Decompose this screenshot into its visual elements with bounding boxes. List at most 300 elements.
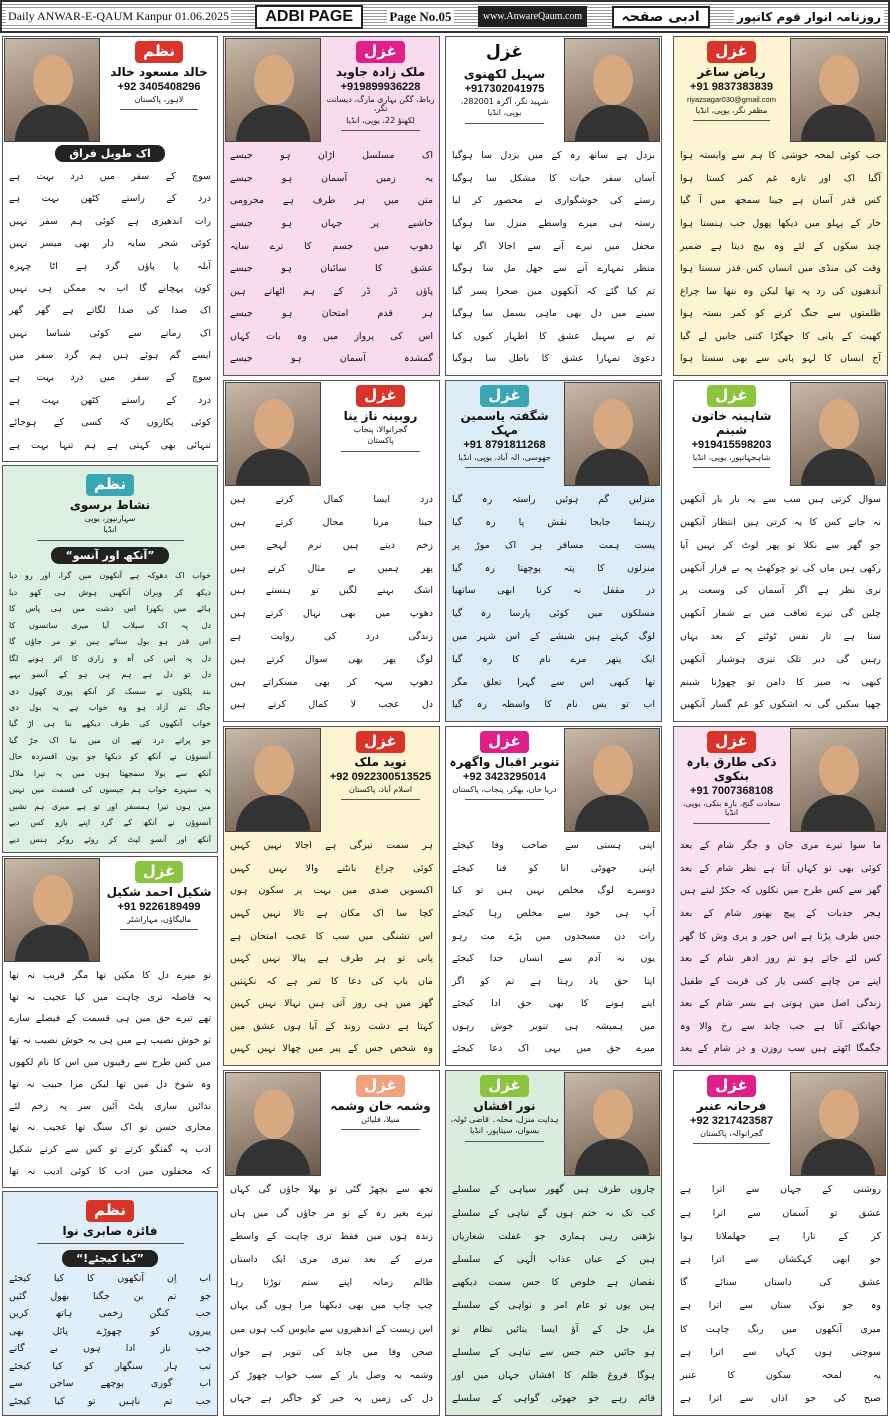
poet-header [224,1071,439,1177]
poem-line: نقصان ہے خلوص کا جس سمت دیکھیے [452,1277,655,1289]
poem-line: لوگ کہتے ہیں شیشے کے اس شہر میں [452,631,655,642]
poet-phone: +919415598203 [691,438,772,451]
poet-location: بسواں، سیتاپور، انڈیا [469,1126,540,1136]
photo-head-shape [593,55,633,105]
poem-line: وشمہ یہ وصل یار کے سب خواب چھوڑ کر [230,1369,433,1381]
poem-type-badge: غزل [356,1075,405,1097]
poet-phone: +92 3423295014 [463,770,546,783]
poem-line: پانی تو ہر طرف ہے پیالا نہیں کہیں [230,953,433,965]
poem-line: میں ہوں تیرا ہمسفر اور تو ہے میری ہم نشیں [9,801,211,811]
poem-line: ندائیں ساری پلٹ آئیں سر پہ زخم لئے [9,1100,211,1112]
poem-body [674,487,887,721]
poet-name: وشمہ خان وشمہ [330,1098,431,1113]
poem-body [3,1269,217,1416]
poem-line: کہ محفلوں میں ادب کا کوئی ادیب نہ تھا [9,1165,211,1177]
poem-line: آپ ہی خود سے مخلص رہا کیجئے [452,907,655,919]
poem-line: دوسرے لوگ مخلص نہیں ہیں تو کیا [452,885,655,897]
photo-torso-shape [236,105,310,141]
poet-phone: +92 0922300513525 [329,770,432,783]
poem-line: اشک بہنے لگیں تو ہنستے ہیں [230,585,433,597]
photo-torso-shape [15,925,89,961]
photo-head-shape [819,1089,859,1139]
poem-line: ہر سمت تیرگی ہے اجالا نہیں کہیں [230,840,433,852]
poet-location: ہدایت منزل، محلہ۔ قاضی ٹولہ، [450,1114,559,1124]
poem-body [224,833,439,1065]
poet-info [322,37,439,143]
poet-location: گجرانوالا، پنجاب [353,424,408,434]
poem-line: کون پہچانے گا اب یہ ممکن ہی نہیں [9,282,211,294]
divider [120,109,198,110]
poem-line: چلیں گی تیرے تعاقب میں بے شمار آنکھیں [680,608,881,620]
poem-line: دل تو دل ہے ہم ہی ہو کے آنسو بہے [9,670,211,680]
poet-location: مظفر نگر، یوپی، انڈیا [695,105,768,115]
photo-head-shape [33,875,73,925]
poem-line: قائم رہے جو جھوٹی گواہی کے سلسلے [452,1393,655,1405]
photo-head-shape [819,399,859,449]
poem-line: جب کنگن زخمی ہاتھ کریں [9,1308,211,1320]
section-title-urdu: ادبی صفحہ [612,6,710,28]
poem-line: ظالم زمانہ اپنے ستم توڑتا رہا [230,1277,433,1289]
poem-box-shakeel [2,856,218,1188]
poem-line: روشنی کے جہاں سے اترا ہے [680,1184,881,1196]
poet-name: خالد مسعود خالد [110,64,208,79]
masthead [0,0,890,33]
divider [465,467,544,468]
poet-name: فرحانہ عنبر [696,1098,767,1113]
poem-line: وہ شوخ دل میں تھا لیکن مرا حبیب نہ تھا [9,1078,211,1090]
photo-torso-shape [236,795,310,831]
poet-info [674,1071,789,1177]
poem-line: آگیا اک اور تازہ غم کمر کستا ہوا [680,172,881,184]
poem-line: کھیت کے پانی کا جھگڑا کتنی جانیں لے گیا [680,330,881,342]
poem-type-badge: نظم [86,474,134,496]
poet-location: مالیگاؤں، مہاراشٹر [126,914,192,924]
poet-info [322,1071,439,1177]
poem-line: وہ شخص جس کے پیر میں چھالا نہیں کہیں [230,1043,433,1055]
poet-name: شگفتہ یاسمین مہک [460,408,549,437]
poem-box-rubina [223,380,440,722]
poem-line: بزدل ہے ساتھ رہ کے میں بزدل سا ہوگیا [452,150,655,162]
poem-line: تھے تیرے حق میں ہی قسمت کے فیصلے سارے [9,1013,211,1025]
poem-line: رکھی ہیں ماں کی تو چوکھٹ پہ بے قرار آنکھیں [680,562,881,574]
poem-line: آنکھ سے بولا سمجھتا ہوں میں یہ تیرا ملال [9,768,211,778]
poem-line: اس کی پرواز میں وہ بات کہاں [230,330,433,342]
photo-head-shape [33,55,73,105]
poem-line: دل پہ اک سیلاب آیا میری سانسوں کا [9,620,211,630]
poem-line: میرے حق میں یہی اک دعا کیجئے [452,1043,655,1055]
poet-phone: +91 8791811268 [463,438,546,451]
poet-info [446,37,563,143]
poem-type-badge: غزل [356,41,405,63]
divider [341,130,420,131]
photo-torso-shape [236,1139,310,1175]
poem-line: جو ابھی کہکشاں سے اترا ہے [680,1253,881,1265]
poem-line: ہوگا فروغ ظلم کا افشاں جہاں میں اور [452,1369,655,1381]
photo-head-shape [254,745,294,795]
poem-line: ہائے میں بکھرا اس دشت میں ہی پاس کا [9,604,211,614]
poet-name: ذکی طارق بارہ بنکوی [686,754,777,783]
poem-line: اب گوری پوچھے ساجن سے [9,1378,211,1390]
photo-torso-shape [15,105,89,141]
divider [37,1243,184,1244]
poem-line: یہ لمحہ سکون کا عنبر [680,1369,881,1381]
poet-location: اسلام آباد، پاکستان [348,784,413,794]
poem-body [674,143,887,375]
poem-line: اس تشنگی میں سب کا عجب امتحان ہے [230,930,433,942]
poet-photo [564,1072,660,1176]
poem-line: اپنی ہستی سے صاحب وفا کیجئے [452,840,655,852]
poem-box-shahina [673,380,888,722]
poem-line: یہ زمیں آسمان ہو جیسے [230,172,433,184]
poet-location: یوپی، انڈیا [487,108,522,118]
poem-line: صبح کی جو اذاں سے اترا ہے [680,1393,881,1405]
photo-torso-shape [575,795,649,831]
divider [37,540,184,541]
poem-line: عشق تو آسماں سے اترا ہے [680,1207,881,1219]
poem-line: ہو جائیں ختم جس سے تباہی کے سلسلے [452,1346,655,1358]
poem-line: اس زیست کے اندھیروں سے مایوس کب ہوں میں [230,1323,433,1335]
poet-location: دریا خاں، بھکر، پنجاب، پاکستان [452,784,557,794]
poet-photo [790,1072,886,1176]
poet-info [446,1071,563,1177]
poem-line: سینے میں دل بھی ماہی بسمل سا ہوگیا [452,308,655,320]
photo-head-shape [593,745,633,795]
poet-location: شاہجہانپور، یوپی، انڈیا [692,452,771,462]
newspaper-name: روزنامہ انوار قوم کانپور [734,10,884,24]
poet-header [446,37,661,143]
poem-line: پیروں کو چھوڑے پائل بھی [9,1325,211,1337]
poem-line: خواب اک دھوکہ ہے آنکھوں میں گرا، اور رو دیا [9,571,211,581]
poet-info [446,727,563,833]
photo-head-shape [819,55,859,105]
poet-info [674,37,789,143]
poet-header [446,381,661,487]
poem-line: اک مسلسل اڑان ہو جیسے [230,150,433,162]
poet-header [224,381,439,487]
poet-header [674,381,887,487]
poem-line: دھوپ سہہ کر بھی مسکراتے ہیں [230,676,433,688]
poem-type-badge: غزل [356,385,405,407]
poet-name: شکیل احمد شکیل [106,884,212,899]
poem-line: مل جل کے آؤ ایسا بنائیں نظام نو [452,1323,655,1335]
poem-line: آبلہ پا پاؤں گرد ہے اٹا چہرہ [9,260,211,272]
poem-line: تم نے سہیل عشق کا اظہار کیوں کیا [452,330,655,342]
poem-line: دھوپ میں بھی نہال کرتے ہیں [230,608,433,620]
divider [693,120,771,121]
website-link[interactable]: www.AnwareQaum.com [478,6,587,27]
poem-line: رہیں گی دیر تلک تیری ہوشیار آنکھیں [680,653,881,665]
poem-line: در مقفل نہ کرنا ابھی ساتھیا [452,585,655,597]
poet-name: روبینہ ناز ینا [343,408,418,423]
poet-name: سہیل لکھنوی [463,66,546,81]
poem-body [446,487,661,721]
poet-name: ریاض ساغر [697,64,766,79]
poem-line: تری نظر ہے اگر آسماں کی وسعت پر [680,585,881,597]
poem-line: تھا کبھی اس سے گہرا تعلق مگر [452,676,655,688]
poem-line: جب ناز ادا ہوں بے گاتے [9,1343,211,1355]
poet-info [101,857,217,963]
poem-line: مسلکوں میں کوئی پارسا رہ گیا [452,608,655,620]
divider [341,451,420,452]
poem-line: محفل میں تیرے آنے سے اجالا اگر تھا [452,240,655,252]
poem-line: ایسے گم ہوئے ہیں ہم گرد سفر میں [9,350,211,362]
poem-line: دعویٰ تمہارا عشق کا باطل سا ہوگیا [452,353,655,365]
poem-line: کہتا ہے دشت روند کے آیا ہوں عشق میں [230,1020,433,1032]
poem-title: ”آنکھ اور آنسو“ [51,547,168,564]
poem-box-nishat [2,465,218,853]
poem-box-noor [445,1070,662,1416]
section-title-english: ADBI PAGE [255,5,363,29]
poem-line: دل عجب لا کمال کرتے ہیں [230,699,433,711]
poem-line: سنا ہے تار نفس ٹوٹنے کے بعد یہاں [680,631,881,642]
poem-line: ماں باپ کی دعا کا ثمر ہے کہ نکہتیں [230,975,433,987]
divider [465,123,544,124]
poem-title: اک طویل فراق [55,145,165,162]
page-number: Page No.05 [389,8,452,24]
poet-phone: +917302041975 [464,82,545,95]
poem-type-badge: نظم [135,41,183,63]
poet-phone: +91 7007368108 [690,784,773,797]
poem-line: جگمگا اٹھتے ہیں سب روزن و در شام کے بعد [680,1043,881,1055]
poem-line: سوچ کے سفر میں درد بہت ہے [9,372,211,384]
poem-line: تو خوش نصیب ہے میں ہی یہ خوش نصیب نہ تھا [9,1035,211,1047]
poet-email[interactable]: riyazsagar030@gmail.com [687,94,776,104]
poet-location: لکھنؤ 22، یوپی، انڈیا [346,115,415,125]
poem-line: خار کے پہلو میں دیکھا پھول جب ہنستا ہوا [680,217,881,229]
poem-type-badge: غزل [480,385,529,407]
poem-line: تو میرے دل کا مکیں تھا مگر قریب نہ تھا [9,969,211,981]
poem-line: کبھی نہ صبر کا دامن تو چھوڑنا شبنم [680,676,881,688]
poem-line: وقت کی منڈی میں انساں کس قدر سستا ہوا [680,263,881,275]
poem-type-badge: غزل [707,1075,756,1097]
poet-photo [564,728,660,832]
poem-line: تنہائی بھی کہتی ہے ہم تنہا بہت ہے [9,439,211,451]
poem-line: پاؤں ڈر ڈر کے ہم اٹھاتے ہیں [230,285,433,297]
poem-line: رہنما جابجا نقش پا رہ گیا [452,517,655,529]
poem-line: میں کس طرح سے رقیبوں میں اس کا نام لکھوں [9,1056,211,1068]
photo-torso-shape [575,105,649,141]
masthead-daily-date: Daily ANWAR-E-QAUM Kanpur 01.06.2025 [8,9,229,23]
poet-header [674,37,887,143]
poem-line: گھر سے کس طرح میں نکلوں کہ جکڑ لیتے ہیں [680,885,881,897]
poet-photo [225,38,321,142]
poem-line: جھانکتے آتا ہے جب چاند سے رخ والا وہ [680,1020,881,1032]
photo-head-shape [593,1089,633,1139]
poem-box-zaki [673,726,888,1066]
poem-line: آنسوؤں نے آنکھ کے گرد اپنے بازو کس دیے [9,818,211,828]
photo-torso-shape [801,795,875,831]
poem-type-badge: غزل [480,731,529,753]
poet-header [224,37,439,143]
poet-name: نور افشاں [473,1098,536,1113]
poem-body [446,1177,661,1415]
photo-head-shape [254,1089,294,1139]
poem-box-khalid [2,36,218,462]
poem-line: آنسوؤں نے آنکھ کو دیکھا جو یوں افسردہ حال [9,752,211,762]
poet-photo [564,38,660,142]
poem-line: رستے کی خوشگواری نے محصور کر لیا [452,195,655,207]
poem-body [3,164,217,461]
poet-phone: +919899936228 [340,80,421,93]
poem-line: جو تم بن جگنا بھول گئیں [9,1290,211,1302]
poem-type-badge: نظم [86,1200,134,1222]
photo-head-shape [254,55,294,105]
poem-line: آندھیوں کی زد پہ تھا لیکن وہ ننھا سا چراغ [680,285,881,297]
poet-info [3,1196,217,1244]
poem-line: چند سکوں کے لئے وہ بیچ دیتا ہے ضمیر [680,240,881,252]
poem-line: آنکھ اور آنسو لپٹ کر روئے روکر ہنس دیے [9,834,211,844]
poet-phone: +91 9837383839 [690,80,773,93]
poem-line: آج انساں کا لہو پانی سے بھی سستا ہوا [680,353,881,365]
poem-line: کس قدر آسان ہے جینا سمجھ میں آ گیا [680,195,881,207]
poem-line: کوئی چراغ بانٹنے والا نہیں کہیں [230,862,433,874]
poet-photo [225,728,321,832]
poem-line: زخم دیتے ہیں نرم لہجے میں [230,539,433,551]
poet-header [3,1192,217,1248]
photo-torso-shape [801,105,875,141]
divider [341,799,420,800]
poem-body [224,487,439,721]
poem-body [224,143,439,375]
poem-line: میں ہمیشہ ہی تنویر خوش رہوں [452,1020,655,1032]
poem-line: اب تو بس نام کا واسطہ رہ گیا [452,699,655,711]
poem-line: بند پلکوں نے سسک کر آنکھ پوری کھول دی [9,686,211,696]
poem-line: اپنا حق یاد رہتا ہے تم کو اگر [452,975,655,987]
poet-header [3,466,217,545]
poet-photo [790,38,886,142]
poem-line: درد کے راستے کٹھن بہت ہے [9,193,211,205]
poet-header [224,727,439,833]
photo-head-shape [254,399,294,449]
poem-line: جو گھر سے نکلا تو پھر لوٹ کر نہیں آیا [680,539,881,551]
poem-line: گمشدہ آسمان ہو جیسے [230,353,433,365]
poet-name: تنویر اقبال واگھرہ [449,754,560,769]
poem-body [674,833,887,1065]
poet-location: سہارنپور، یوپی [84,513,136,523]
poem-line: میری آنکھوں میں رنگ چاہت کا [680,1323,881,1335]
poem-line: عشق کی داستاں سنائے گا [680,1277,881,1289]
poet-info [674,727,789,833]
poem-line: جس طرف پڑتا ہے اس حور و پری وش کا گھر [680,930,881,942]
poem-line: دھوپ میں جسم کا ترے سایہ [230,240,433,252]
poem-type-badge: غزل [356,731,405,753]
poem-line: تجھ سے بچھڑ گئی تو بھلا جاؤں گی کہاں [230,1184,433,1196]
poem-line: آساں سفر حیات کا مشکل سا ہوگیا [452,172,655,184]
poem-line: رات دن مسجدوں میں پڑے مت رہو [452,930,655,942]
photo-head-shape [593,399,633,449]
poem-line: دیکھ کر ویران آنکھیں ہوش ہی کھو دیا [9,587,211,597]
divider [693,823,771,824]
poem-line: خواب آنکھوں کی طرف دیکھے بنا ہی اڑ گیا [9,719,211,729]
poet-photo [225,382,321,486]
poet-header [3,857,217,963]
poem-body [224,1177,439,1415]
poem-line: کوئی پکاروں کہ کسی کے ہوجائے [9,417,211,429]
photo-head-shape [819,745,859,795]
poem-line: درد کے راستے کٹھن بہت ہے [9,394,211,406]
poem-box-shagufta [445,380,662,722]
poet-header [446,1071,661,1177]
poem-body [674,1177,887,1415]
poem-type-badge: غزل [707,385,756,407]
poem-line: اپنے ہونے کا بھی حق ادا کیجئے [452,998,655,1010]
poet-header [674,727,887,833]
poem-box-washma [223,1070,440,1416]
poem-line: اکیسویں صدی میں بہت پر سکون ہوں [230,885,433,897]
poem-line: چاروں طرف ہیں گھور سیاہی کے سلسلے [452,1184,655,1196]
poet-location: پاکستان [367,436,394,446]
poem-line: حاشیے پر جہاں ہو جیسے [230,217,433,229]
poem-line: گھر میں ہی روز آتی ہیں نہالا نہیں کہیں [230,998,433,1010]
poem-line: اپنے من چاہے کسی یار کی قربت کے طفیل [680,975,881,987]
poem-line: ہجر جذبات کے پیچ بھنور شام کے بعد [680,907,881,919]
photo-torso-shape [575,1139,649,1175]
poet-location: سعادت گنج، بارہ بنکی، یوپی، انڈیا [682,798,781,818]
poet-location: منیلا، فلپائن [361,1114,400,1124]
poem-line: جب تم ناہیں تو کیا کیجئے [9,1396,211,1408]
poem-line: اپنی جھوٹی انا کو فنا کیجئے [452,862,655,874]
poem-line: تب ہار سنگھار کو کیا کیجئے [9,1360,211,1372]
poem-line: سوال کرتی ہیں سب سے یہ بار بار آنکھیں [680,494,881,506]
divider [120,929,198,930]
poem-line: زندگی درد کی روایت ہے [230,631,433,642]
poem-line: اس قدر ہو بول سناتے ہیں تو مر جاؤں گا [9,637,211,647]
poem-line: چپ چاپ میں بھی دیکھنا مرا ہوں گی یہاں [230,1300,433,1312]
poem-body [446,833,661,1065]
poet-photo [790,382,886,486]
poem-line: صحن وفا میں چاند کی تنویر ہے جواں [230,1346,433,1358]
poem-box-tanveer [445,726,662,1066]
poem-line: سوچ کے سفر میں درد بہت ہے [9,171,211,183]
poet-name: شاہینہ خاتون شبنم [691,408,772,437]
poet-location: گجرانوالہ، پاکستان [700,1128,763,1138]
poet-phone: +91 9226189499 [117,900,201,913]
poet-photo [4,38,100,142]
poem-line: یہ فاصلہ تری چاہت میں کیا عجیب نہ تھا [9,991,211,1003]
poet-location: انڈیا [103,525,117,535]
poem-line: جینا مرنا محال کرتے ہیں [230,517,433,529]
poet-photo [4,858,100,962]
poet-info [674,381,789,487]
poem-line: پھر ہمیں بے مثال کرتے ہیں [230,562,433,574]
poem-line: یوں نہ آدم سے انساں جدا کیجئے [452,953,655,965]
poem-line: منزلیں گم ہوئیں راستہ رہ گیا [452,494,655,506]
divider [465,799,544,800]
poem-type-badge: غزل [707,41,756,63]
poem-box-faiza [2,1191,218,1416]
poem-line: چھپا سکیں گی نہ اشکوں کو غم گسار آنکھیں [680,699,881,711]
poem-type-badge: غزل [486,42,523,62]
poem-line: دل پہ اس کی آہ و زاری کا اثر ہونے لگا [9,653,211,663]
poem-type-badge: غزل [480,1075,529,1097]
poem-line: یہ سنہرے خواب ہم جیسوں کی قسمت میں نہیں [9,785,211,795]
poet-photo [225,1072,321,1176]
poem-line: ظلمتوں سے جنگ کرنے کو کمر بستہ ہوا [680,308,881,320]
poem-line: کر کے تارا ہے جھلملاتا ہوا [680,1230,881,1242]
poem-body [3,566,217,852]
poem-line: سوچتی ہوں کہاں سے اترا ہے [680,1346,881,1358]
poet-location: جھوسی، الہ آباد، یوپی، انڈیا [458,452,551,462]
poet-phone: +92 3217423587 [690,1114,773,1127]
poet-name: فائزہ صابری نوا [62,1223,158,1238]
poem-line: ہر قدم امتحان ہو جیسے [230,308,433,320]
poem-line: نہ جانے کس کا یہ کرتی ہیں انتظار آنکھیں [680,517,881,529]
poet-photo [564,382,660,486]
poem-line: کس لئے جاتے ہو تم روز ادھر شام کے بعد [680,953,881,965]
poem-line: پست ہمت مسافر ہر اک موڑ پر [452,539,655,551]
poet-header [446,727,661,833]
poem-type-badge: غزل [707,731,756,753]
